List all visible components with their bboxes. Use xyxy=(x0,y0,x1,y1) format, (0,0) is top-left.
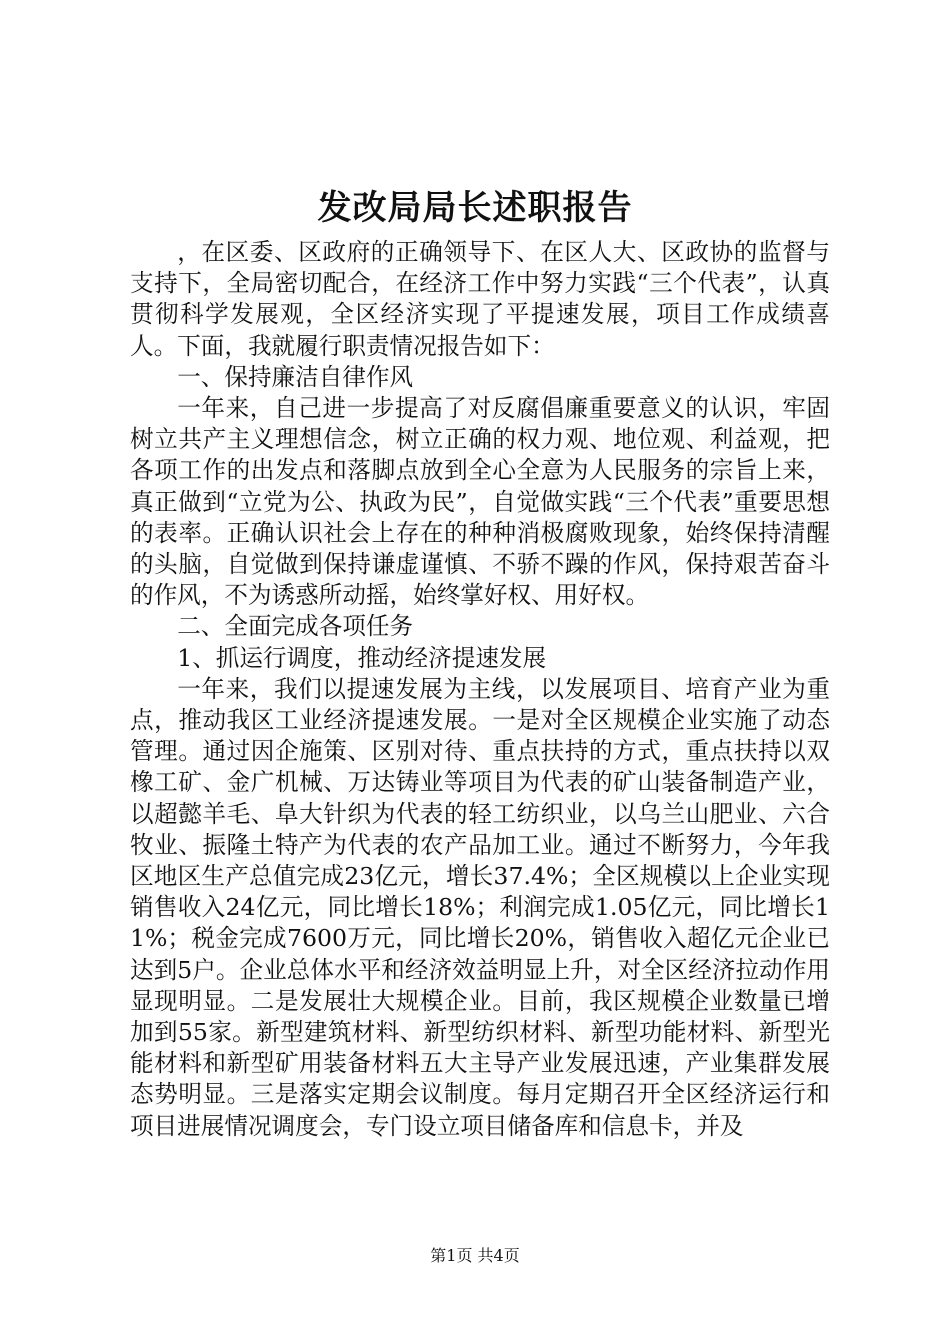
intro-paragraph: ，在区委、区政府的正确领导下、在区人大、区政协的监督与支持下，全局密切配合，在经济工作中努力实践“三个代表”，认真贯彻科学发展观，全区经济实现了平提速发展，项目工作成绩喜人。下面，我就履行职责情况报告如下： xyxy=(130,238,830,360)
section-heading-2: 二、全面完成各项任务 xyxy=(177,612,414,641)
section-1-paragraph: 一年来，自己进一步提高了对反腐倡廉重要意义的认识，牢固树立共产主义理想信念，树立正确的权力观、地位观、利益观，把各项工作的出发点和落脚点放到全心全意为人民服务的宗旨上来，真正做到“立党为公、执政为民”，自觉做实践“三个代表”重要思想的表率。正确认识社会上存在的种种消极腐败现象，始终保持清醒的头脑，自觉做到保持谦虚谨慎、不骄不躁的作风，保持艰苦奋斗的作风，不为诱惑所动摇，始终掌好权、用好权。 xyxy=(130,394,830,610)
page-footer: 第1页 共4页 xyxy=(430,1246,520,1265)
document-body xyxy=(130,237,830,1142)
subsection-heading-1: 1、抓运行调度，推动经济提速发展 xyxy=(177,643,547,672)
section-heading-1: 一、保持廉洁自律作风 xyxy=(177,362,414,391)
subsection-1-paragraph: 一年来，我们以提速发展为主线，以发展项目、培育产业为重点，推动我区工业经济提速发展。一是对全区规模企业实施了动态管理。通过因企施策、区别对待、重点扶持的方式，重点扶持以双橡工矿、金广机械、万达铸业等项目为代表的矿山装备制造产业，以超懿羊毛、阜大针织为代表的轻工纺织业，以乌兰山肥业、六合牧业、振隆土特产为代表的农产品加工业。通过不断努力，今年我区地区生产总值完成23亿元，增长37.4%；全区规模以上企业实现销售收入24亿元，同比增长18%；利润完成1.05亿元，同比增长11%；税金完成7600万元，同比增长20%，销售收入超亿元企业已达到5户。企业总体水平和经济效益明显上升，对全区经济拉动作用显现明显。二是发展壮大规模企业。目前，我区规模企业数量已增加到55家。新型建筑材料、新型纺织材料、新型功能材料、新型光能材料和新型矿用装备材料五大主导产业发展迅速，产业集群发展态势明显。三是落实定期会议制度。每月定期召开全区经济运行和项目进展情况调度会，专门设立项目储备库和信息卡，并及 xyxy=(130,674,830,1140)
document-title: 发改局局长述职报告 xyxy=(317,188,633,228)
